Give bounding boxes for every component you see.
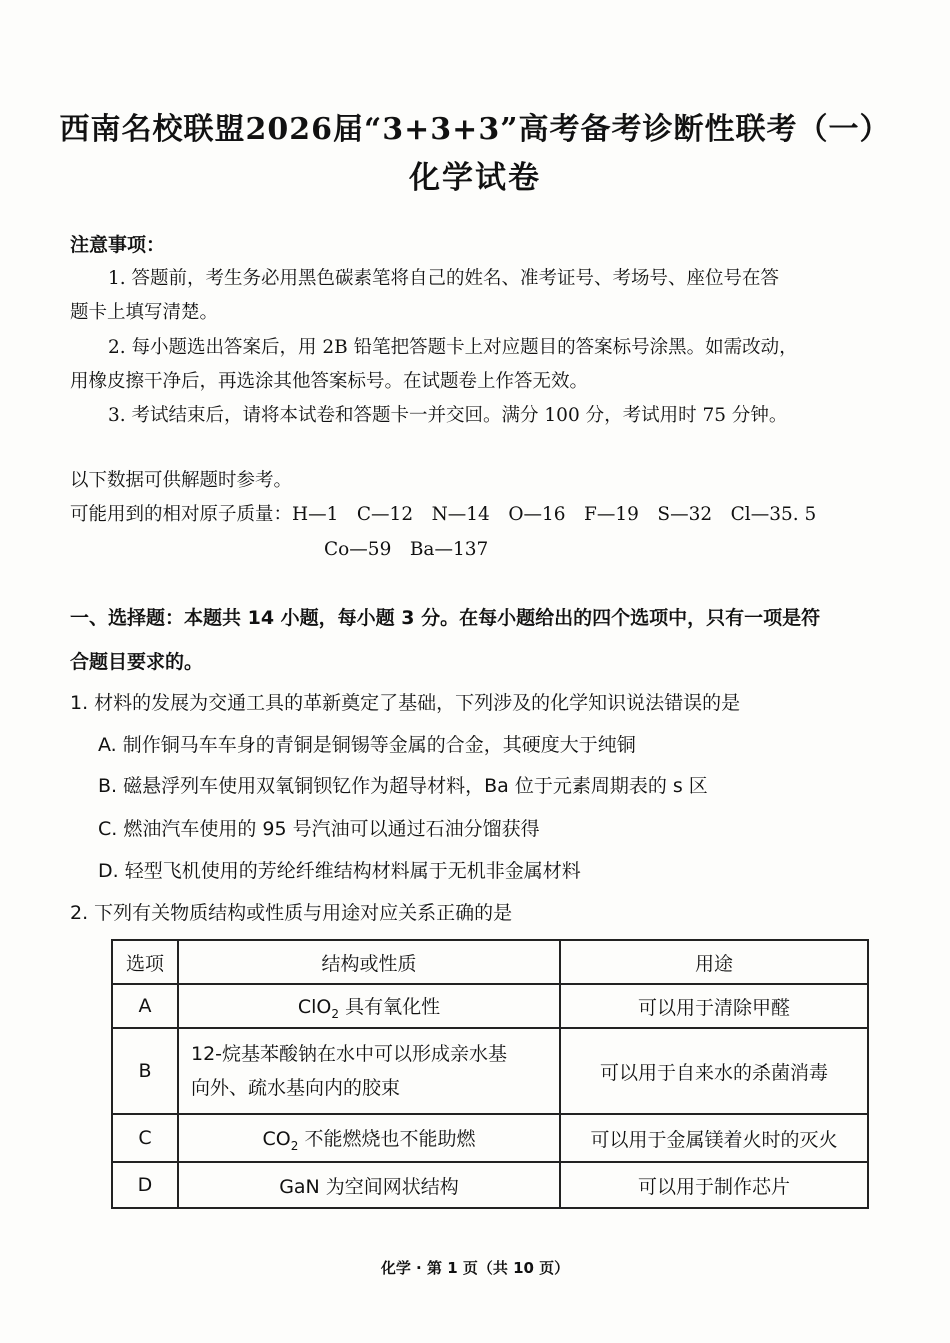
table-row <box>112 1162 868 1208</box>
use-cell: 可以用于自来水的杀菌消毒 <box>560 1028 868 1114</box>
notice-line: 题卡上填写清楚。 <box>70 302 219 323</box>
table-row <box>112 1028 868 1114</box>
atomic-masses-line2: Co—59 Ba—137 <box>324 539 489 560</box>
question-1-option-a: A. 制作铜马车车身的青铜是铜锡等金属的合金，其硬度大于纯铜 <box>98 734 636 756</box>
question-1-option-d: D. 轻型飞机使用的芳纶纤维结构材料属于无机非金属材料 <box>98 860 581 882</box>
notice-line: 1. 答题前，考生务必用黑色碳素笔将自己的姓名、准考证号、考场号、座位号在答 <box>108 268 780 289</box>
property-cell: $CO_2$ 不能燃烧也不能助燃 <box>178 1114 560 1162</box>
notice-line: 用橡皮擦干净后，再选涂其他答案标号。在试题卷上作答无效。 <box>70 371 589 392</box>
exam-subject-title: 化学试卷 <box>409 160 541 196</box>
question-1-option-b: B. 磁悬浮列车使用双氧铜钡钇作为超导材料，Ba 位于元素周期表的 s 区 <box>98 775 708 797</box>
table-header-row <box>112 940 868 984</box>
option-cell: B <box>112 1028 178 1114</box>
question-1-stem: 1. 材料的发展为交通工具的革新奠定了基础，下列涉及的化学知识说法错误的是 <box>70 692 741 714</box>
table-row <box>112 1114 868 1162</box>
notice-line: 2. 每小题选出答案后，用 2B 铅笔把答题卡上对应题目的答案标号涂黑。如需改动， <box>108 337 798 358</box>
question-2-table <box>111 939 869 1209</box>
option-cell: A <box>112 984 178 1028</box>
property-cell: ClO$_2$ 具有氧化性 <box>178 984 560 1028</box>
reference-intro: 以下数据可供解题时参考。 <box>70 470 293 491</box>
table-header-cell: 选项 <box>112 940 178 984</box>
use-cell: 可以用于制作芯片 <box>560 1162 868 1208</box>
table-header-cell: 结构或性质 <box>178 940 560 984</box>
section-heading: 一、选择题：本题共 14 小题，每小题 3 分。在每小题给出的四个选项中，只有一项是符 <box>70 607 821 629</box>
property-cell: 12-烷基苯酸钠在水中可以形成亲水基 向外、疏水基向内的胶束 <box>178 1028 560 1114</box>
question-1-option-c: C. 燃油汽车使用的 95 号汽油可以通过石油分馏获得 <box>98 818 540 840</box>
notice-line: 3. 考试结束后，请将本试卷和答题卡一并交回。满分 100 分，考试用时 75 分钟。 <box>108 405 788 426</box>
page-footer: 化学 · 第 1 页（共 10 页） <box>380 1259 570 1277</box>
table-row <box>112 984 868 1028</box>
option-cell: C <box>112 1114 178 1162</box>
option-cell: D <box>112 1162 178 1208</box>
atomic-masses-line1: 可能用到的相对原子质量：H—1 C—12 N—14 O—16 F—19 S—32 Cl—35. 5 <box>70 504 817 525</box>
section-heading-cont: 合题目要求的。 <box>70 651 204 673</box>
table-header-cell: 用途 <box>560 940 868 984</box>
use-cell: 可以用于清除甲醛 <box>560 984 868 1028</box>
exam-title: 西南名校联盟2026届“3+3+3”高考备考诊断性联考（一） <box>59 112 891 147</box>
property-cell: GaN 为空间网状结构 <box>178 1162 560 1208</box>
notice-heading: 注意事项： <box>70 234 166 256</box>
question-2-stem: 2. 下列有关物质结构或性质与用途对应关系正确的是 <box>70 902 513 924</box>
use-cell: 可以用于金属镁着火时的灭火 <box>560 1114 868 1162</box>
